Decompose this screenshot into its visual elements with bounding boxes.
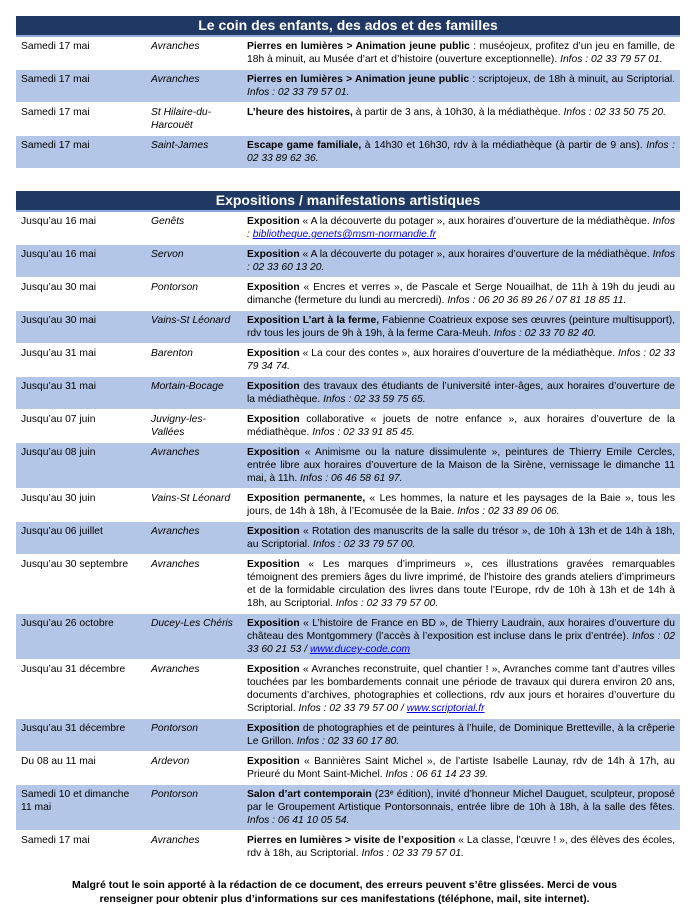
event-info: Infos : 02 33 70 82 40.	[493, 328, 597, 339]
event-place: Vains-St Léonard	[146, 489, 242, 522]
event-text: « La cour des contes », aux horaires d’ouverture de la médiathèque.	[299, 348, 619, 359]
event-info: Infos : 02 33 79 57 01.	[560, 54, 663, 65]
event-title: Exposition	[247, 282, 300, 293]
event-date: Samedi 17 mai	[16, 70, 146, 103]
section-title: Le coin des enfants, des ados et des familles	[16, 16, 680, 37]
event-info: Infos : 02 33 59 75 65.	[323, 394, 426, 405]
event-date: Samedi 17 mai	[16, 136, 146, 169]
event-place: Avranches	[146, 70, 242, 103]
event-text: : muséojeux, profitez d’un jeu en famille, de 18h à minuit, au Musée d’art et d’histoire (ouverture exceptionnelle).	[247, 41, 676, 65]
event-date: Jusqu’au 31 décembre	[16, 660, 146, 719]
event-date: Jusqu’au 26 octobre	[16, 614, 146, 660]
event-place: Avranches	[146, 37, 242, 70]
event-text: « Bannières Saint Michel », de l’artiste Isabelle Launay, rdv de 14h à 17h, au Prieuré du Mont Saint-Michel.	[247, 756, 675, 780]
table-row	[16, 103, 680, 136]
event-info: Infos : 02 33 79 57 01.	[361, 848, 464, 859]
event-place: Juvigny-les-Vallées	[146, 410, 242, 443]
event-description	[242, 719, 680, 752]
event-text: « Les marques d’imprimeurs », ces illustrations gravées remarquables témoignent des premiers âges du livre imprimé, de l’histoire des grands ateliers d’imprimeurs et de la formidable circulation des livres dans toute l’Europe, rdv de 10h à 13h et de 14h à 18h, au Scriptorial.	[247, 559, 675, 609]
event-place: Avranches	[146, 831, 242, 864]
event-description	[242, 489, 680, 522]
event-place: Avranches	[146, 555, 242, 614]
event-text: « Encres et verres », de Pascale et Serge Nouailhat, de 11h à 19h du jeudi au dimanche (fermeture du lundi au mercredi).	[247, 282, 675, 306]
event-title: Exposition	[247, 381, 300, 392]
event-title: Exposition	[247, 249, 300, 260]
event-title: Exposition	[247, 559, 300, 570]
event-date: Jusqu’au 06 juillet	[16, 522, 146, 555]
section-children-families	[16, 16, 680, 169]
event-info: Infos : 02 33 60 17 80.	[296, 736, 400, 747]
table-row	[16, 311, 680, 344]
event-info: Infos : 02 33 79 57 00 /	[298, 703, 407, 714]
event-place: Saint-James	[146, 136, 242, 169]
event-description	[242, 443, 680, 489]
event-link[interactable]: www.ducey-code.com	[309, 644, 411, 655]
event-description	[242, 70, 680, 103]
event-text: à partir de 3 ans, à 10h30, à la médiathèque.	[352, 107, 564, 118]
event-info: Infos : 06 46 58 61 97.	[300, 473, 403, 484]
events-table	[16, 37, 680, 169]
event-place: Pontorson	[146, 719, 242, 752]
table-row	[16, 136, 680, 169]
event-title: Pierres en lumières > Animation jeune public	[247, 74, 470, 85]
event-info: Infos : 02 33 60 13 20.	[247, 249, 675, 273]
event-place: Barenton	[146, 344, 242, 377]
event-info: Infos : 06 20 36 89 26 / 07 81 18 85 11.	[447, 295, 627, 306]
event-info: Infos : 02 33 79 57 01.	[247, 87, 350, 98]
event-description	[242, 136, 680, 169]
event-title: Exposition	[247, 664, 300, 675]
table-row	[16, 377, 680, 410]
table-row	[16, 719, 680, 752]
event-place: Pontorson	[146, 785, 242, 831]
event-description	[242, 522, 680, 555]
event-description	[242, 752, 680, 785]
event-place: Avranches	[146, 660, 242, 719]
event-text: « Les hommes, la nature et les paysages de la Baie », tous les jours, de 14h à 18h, à l’Ecomusée de la Baie.	[247, 493, 675, 517]
event-title: Escape game familiale,	[247, 140, 362, 151]
event-text: : scriptojeux, de 18h à minuit, au Scriptorial.	[469, 74, 675, 85]
event-text: « Animisme ou la nature dissimulente », peintures de Thierry Emile Cercles, entrée libre aux horaires d’ouverture de la Maison de la Sirène, vernissage le dimanche 11 mai, à 11h.	[247, 447, 675, 484]
event-title: Exposition L’art à la ferme,	[247, 315, 380, 326]
table-row	[16, 245, 680, 278]
event-description	[242, 831, 680, 864]
event-text: de photographies et de peintures à l’huile, de Dominique Bretteville, à la crêperie Le Grillon.	[247, 723, 675, 747]
event-link[interactable]: www.scriptorial.fr	[406, 703, 485, 714]
event-title: L’heure des histoires,	[247, 107, 353, 118]
event-description	[242, 614, 680, 660]
event-date: Jusqu’au 07 juin	[16, 410, 146, 443]
event-description	[242, 377, 680, 410]
event-place: Mortain-Bocage	[146, 377, 242, 410]
event-info: Infos : 02 33 79 34 74.	[247, 348, 675, 372]
event-description	[242, 103, 680, 136]
event-place: Avranches	[146, 522, 242, 555]
event-info: Infos : 02 33 79 57 00.	[312, 539, 416, 550]
event-place: Ardevon	[146, 752, 242, 785]
event-date: Jusqu’au 16 mai	[16, 245, 146, 278]
section-title: Expositions / manifestations artistiques	[16, 191, 680, 212]
event-title: Exposition	[247, 216, 300, 227]
event-info: Infos : 02 33 79 57 00.	[335, 598, 439, 609]
event-place: Avranches	[146, 443, 242, 489]
event-info: Infos :	[247, 216, 675, 240]
table-row	[16, 37, 680, 70]
event-title: Exposition permanente,	[247, 493, 366, 504]
event-title: Exposition	[247, 526, 300, 537]
table-row	[16, 212, 680, 245]
event-info: Infos : 02 33 89 06 06.	[457, 506, 560, 517]
table-row	[16, 443, 680, 489]
event-place: Servon	[146, 245, 242, 278]
table-row	[16, 70, 680, 103]
event-description	[242, 245, 680, 278]
table-row	[16, 410, 680, 443]
section-exhibitions	[16, 191, 680, 864]
event-date: Jusqu’au 30 mai	[16, 311, 146, 344]
table-row	[16, 752, 680, 785]
event-date: Jusqu’au 30 septembre	[16, 555, 146, 614]
event-info: Infos : 06 41 10 05 54.	[247, 815, 350, 826]
event-title: Pierres en lumières > Animation jeune public	[247, 41, 470, 52]
event-text: collaborative « jouets de notre enfance », aux horaires d’ouverture de la médiathèque.	[247, 414, 675, 438]
table-row	[16, 278, 680, 311]
event-text: (23ᵉ édition), invité d’honneur Michel Dauguet, sculpteur, proposé par le Groupement Artistique Pontorsonnais, entrée libre de 10h à 18h, à la salle des fêtes.	[247, 789, 675, 813]
event-text: « L’histoire de France en BD », de Thierry Laudrain, aux horaires d’ouverture du château des Montgommery (l’accès à l’exposition est incluse dans le prix d’entrée).	[247, 618, 675, 642]
table-row	[16, 489, 680, 522]
event-description	[242, 37, 680, 70]
disclaimer-line: Malgré tout le soin apporté à la rédaction de ce document, des erreurs peuvent s’être glissées. Merci de vous	[71, 879, 617, 891]
event-date: Samedi 17 mai	[16, 831, 146, 864]
event-link[interactable]: bibliotheque.genets@msm-normandie.fr	[252, 229, 437, 240]
table-row	[16, 785, 680, 831]
event-place: St Hilaire-du-Harcouët	[146, 103, 242, 136]
event-date: Samedi 10 et dimanche 11 mai	[16, 785, 146, 831]
event-description	[242, 555, 680, 614]
event-title: Exposition	[247, 447, 300, 458]
event-place: Genêts	[146, 212, 242, 245]
event-place: Vains-St Léonard	[146, 311, 242, 344]
events-table	[16, 212, 680, 864]
event-info: Infos : 02 33 60 21 53 /	[247, 631, 676, 655]
event-date: Jusqu’au 31 décembre	[16, 719, 146, 752]
event-info: Infos : 02 33 89 62 36.	[247, 140, 675, 164]
event-title: Exposition	[247, 618, 300, 629]
event-text: Fabienne Coatrieux expose ses œuvres (peinture multisupport), rdv tous les jours de 9h à 19h, à la ferme Cara-Meuh.	[247, 315, 676, 339]
event-text: à 14h30 et 16h30, rdv à la médiathèque (à partir de 9 ans).	[361, 140, 647, 151]
table-row	[16, 344, 680, 377]
table-row	[16, 555, 680, 614]
event-date: Jusqu’au 30 juin	[16, 489, 146, 522]
event-description	[242, 311, 680, 344]
table-row	[16, 522, 680, 555]
event-date: Samedi 17 mai	[16, 103, 146, 136]
event-title: Exposition	[247, 414, 300, 425]
event-description	[242, 212, 680, 245]
event-title: Exposition	[247, 348, 300, 359]
event-description	[242, 660, 680, 719]
event-date: Jusqu’au 31 mai	[16, 377, 146, 410]
event-date: Jusqu’au 31 mai	[16, 344, 146, 377]
event-text: « Rotation des manuscrits de la salle du trésor », de 10h à 13h et de 14h à 18h, au Scriptorial.	[247, 526, 675, 550]
event-info: Infos : 02 33 50 75 20.	[563, 107, 667, 118]
table-row	[16, 660, 680, 719]
event-text: « Avranches reconstruite, quel chantier ! », Avranches comme tant d’autres villes touchées par les bombardements connait une période de travaux qui durera environ 20 ans, documents d’archives, photographies et collections, rdv aux jours et horaires d’ouverture du Scriptorial.	[247, 664, 675, 714]
event-text: des travaux des étudiants de l’université inter-âges, aux horaires d’ouverture de la médiathèque.	[247, 381, 675, 405]
event-text: « La classe, l’œuvre ! », des élèves des écoles, rdv à 18h, au Scriptorial.	[247, 835, 676, 859]
event-place: Ducey-Les Chéris	[146, 614, 242, 660]
event-description	[242, 278, 680, 311]
event-date: Samedi 17 mai	[16, 37, 146, 70]
event-text: « A la découverte du potager », aux horaires d’ouverture de la médiathèque.	[299, 216, 653, 227]
event-info: Infos : 06 61 14 23 39.	[385, 769, 488, 780]
event-place: Pontorson	[146, 278, 242, 311]
event-title: Salon d’art contemporain	[247, 789, 372, 800]
event-info: Infos : 02 33 91 85 45.	[312, 427, 415, 438]
event-title: Pierres en lumières > visite de l’exposition	[247, 835, 456, 846]
event-title: Exposition	[247, 723, 300, 734]
table-row	[16, 614, 680, 660]
disclaimer-line: renseigner pour obtenir plus d’informations sur ces manifestations (téléphone, mail, site internet).	[99, 893, 590, 905]
table-row	[16, 831, 680, 864]
event-date: Jusqu’au 30 mai	[16, 278, 146, 311]
event-description	[242, 410, 680, 443]
event-description	[242, 344, 680, 377]
event-title: Exposition	[247, 756, 300, 767]
event-description	[242, 785, 680, 831]
event-text: « A la découverte du potager », aux horaires d’ouverture de la médiathèque.	[299, 249, 653, 260]
event-date: Jusqu’au 16 mai	[16, 212, 146, 245]
disclaimer-footer	[10, 878, 679, 906]
event-date: Du 08 au 11 mai	[16, 752, 146, 785]
event-date: Jusqu’au 08 juin	[16, 443, 146, 489]
